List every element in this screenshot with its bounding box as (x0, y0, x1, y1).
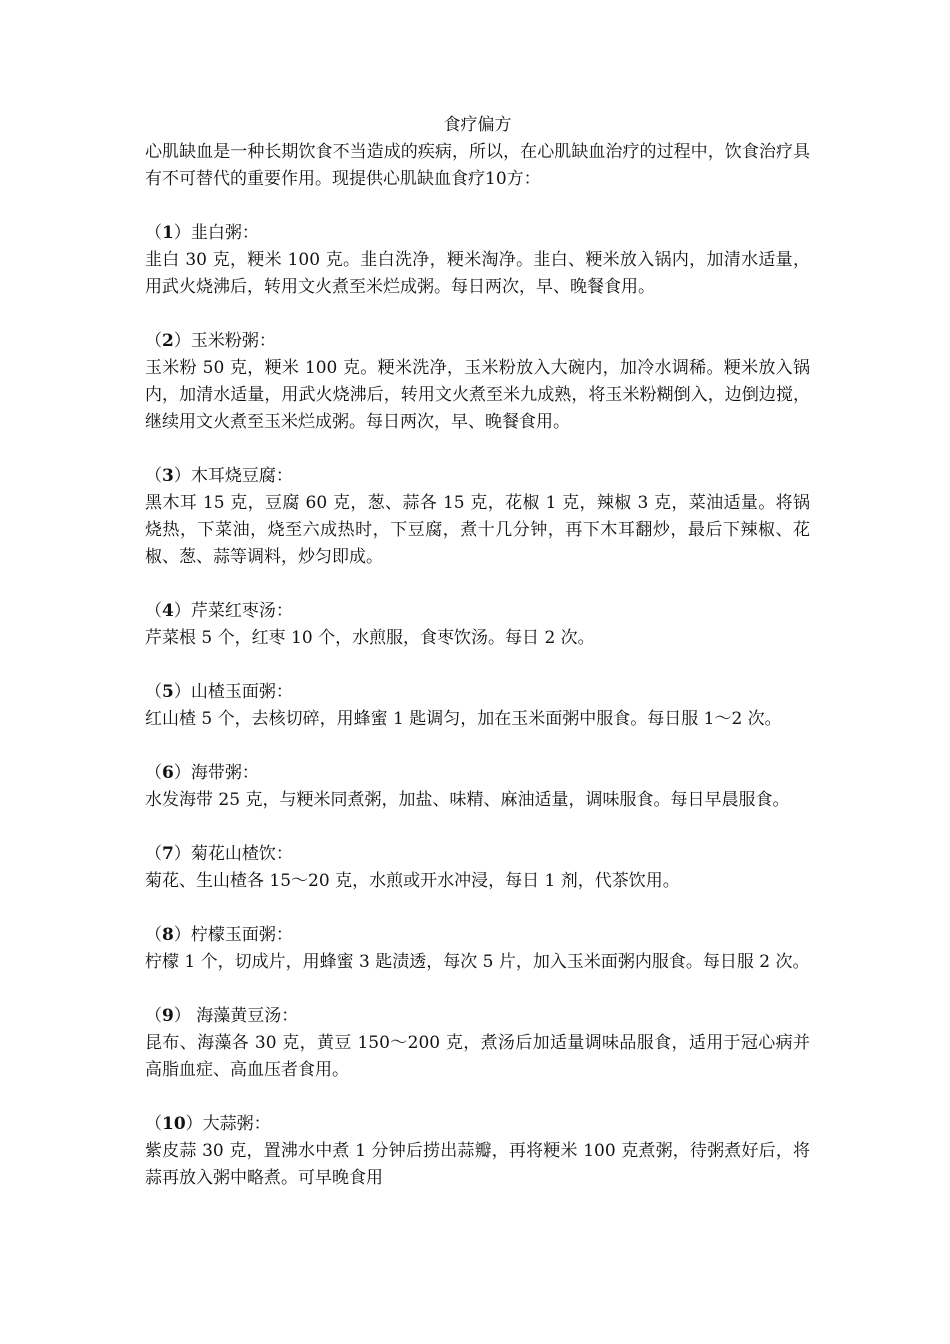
recipe-name: 玉米粉粥： (190, 331, 276, 351)
recipe-9 (145, 1003, 810, 1084)
recipe-number: 9 (162, 1006, 174, 1026)
recipe-number: 3 (162, 466, 174, 486)
recipe-heading (145, 598, 810, 625)
paren-open: （ (145, 466, 162, 486)
recipe-heading (145, 841, 810, 868)
recipe-number: 6 (162, 763, 174, 783)
recipe-heading (145, 463, 810, 490)
paren-close: ） (173, 466, 191, 486)
recipe-text: 柠檬 1 个，切成片，用蜂蜜 3 匙渍透，每次 5 片，加入玉米面粥内服食。每日服 2 次。 (145, 952, 810, 972)
recipe-8 (145, 922, 810, 976)
recipe-name: 芹菜红枣汤： (190, 601, 293, 621)
paren-close: ） (173, 844, 191, 864)
paren-close: ） (173, 223, 191, 243)
paren-open: （ (145, 844, 162, 864)
recipe-heading (145, 328, 810, 355)
intro-paragraph: 心肌缺血是一种长期饮食不当造成的疾病，所以，在心肌缺血治疗的过程中，饮食治疗具有不可替代的重要作用。现提供心肌缺血食疗10方： (145, 142, 810, 189)
recipe-4 (145, 598, 810, 652)
recipe-name: 菊花山楂饮： (190, 844, 293, 864)
recipe-text: 黑木耳 15 克，豆腐 60 克，葱、蒜各 15 克，花椒 1 克，辣椒 3 克，菜油适量。将锅烧热，下菜油，烧至六成热时，下豆腐，煮十几分钟，再下木耳翻炒，最后下辣椒、花椒、葱、蒜等调料，炒匀即成。 (145, 493, 810, 567)
recipe-number: 1 (162, 223, 174, 243)
recipe-name: 山楂玉面粥： (190, 682, 293, 702)
recipe-number: 4 (162, 601, 174, 621)
recipe-heading (145, 1111, 810, 1138)
recipe-heading (145, 1003, 810, 1030)
paren-close: ） (173, 682, 191, 702)
recipe-number: 2 (162, 331, 174, 351)
recipe-number: 7 (162, 844, 174, 864)
paren-close: ） (185, 1114, 203, 1134)
paren-open: （ (145, 763, 162, 783)
recipe-2 (145, 328, 810, 436)
recipe-6 (145, 760, 810, 814)
paren-open: （ (145, 925, 162, 945)
recipe-text: 红山楂 5 个，去核切碎，用蜂蜜 1 匙调匀，加在玉米面粥中服食。每日服 1～2 次。 (145, 709, 782, 729)
recipe-heading (145, 760, 810, 787)
paren-open: （ (145, 1006, 162, 1026)
recipe-name: 海藻黄豆汤： (190, 1006, 299, 1026)
document-page (145, 112, 810, 1219)
paren-close: ） (173, 1006, 191, 1026)
page-title: 食疗偏方 (443, 115, 512, 135)
recipe-heading (145, 922, 810, 949)
paren-close: ） (173, 925, 191, 945)
recipe-10 (145, 1111, 810, 1192)
recipe-name: 柠檬玉面粥： (190, 925, 293, 945)
recipe-name: 大蒜粥： (202, 1114, 271, 1134)
recipe-text: 紫皮蒜 30 克，置沸水中煮 1 分钟后捞出蒜瓣，再将粳米 100 克煮粥，待粥煮好后，将蒜再放入粥中略煮。可早晚食用 (145, 1141, 810, 1188)
paren-open: （ (145, 682, 162, 702)
recipe-name: 韭白粥： (190, 223, 259, 243)
recipe-7 (145, 841, 810, 895)
recipe-text: 菊花、生山楂各 15～20 克，水煎或开水冲浸，每日 1 剂，代茶饮用。 (145, 871, 680, 891)
recipe-heading (145, 220, 810, 247)
paren-open: （ (145, 331, 162, 351)
recipe-text: 昆布、海藻各 30 克，黄豆 150～200 克，煮汤后加适量调味品服食，适用于冠心病并高脂血症、高血压者食用。 (145, 1033, 810, 1080)
paren-close: ） (173, 331, 191, 351)
paren-close: ） (173, 763, 191, 783)
recipe-3 (145, 463, 810, 571)
paren-open: （ (145, 601, 162, 621)
paren-close: ） (173, 601, 191, 621)
paren-open: （ (145, 223, 162, 243)
recipe-text: 水发海带 25 克，与粳米同煮粥，加盐、味精、麻油适量，调味服食。每日早晨服食。 (145, 790, 790, 810)
recipe-number: 5 (162, 682, 174, 702)
recipe-text: 芹菜根 5 个，红枣 10 个，水煎服，食枣饮汤。每日 2 次。 (145, 628, 595, 648)
recipe-1 (145, 220, 810, 301)
recipe-text: 玉米粉 50 克，粳米 100 克。粳米洗净，玉米粉放入大碗内，加冷水调稀。粳米放入锅内，加清水适量，用武火烧沸后，转用文火煮至米九成熟，将玉米粉糊倒入，边倒边搅，继续用文火煮至玉米烂成粥。每日两次，早、晚餐食用。 (145, 358, 810, 432)
paren-open: （ (145, 1114, 162, 1134)
recipe-heading (145, 679, 810, 706)
recipe-5 (145, 679, 810, 733)
recipe-name: 海带粥： (190, 763, 259, 783)
recipe-number: 8 (162, 925, 174, 945)
recipe-text: 韭白 30 克，粳米 100 克。韭白洗净，粳米淘净。韭白、粳米放入锅内，加清水适量，用武火烧沸后，转用文火煮至米烂成粥。每日两次，早、晚餐食用。 (145, 250, 810, 297)
recipe-number: 10 (162, 1114, 186, 1134)
recipe-name: 木耳烧豆腐： (190, 466, 293, 486)
